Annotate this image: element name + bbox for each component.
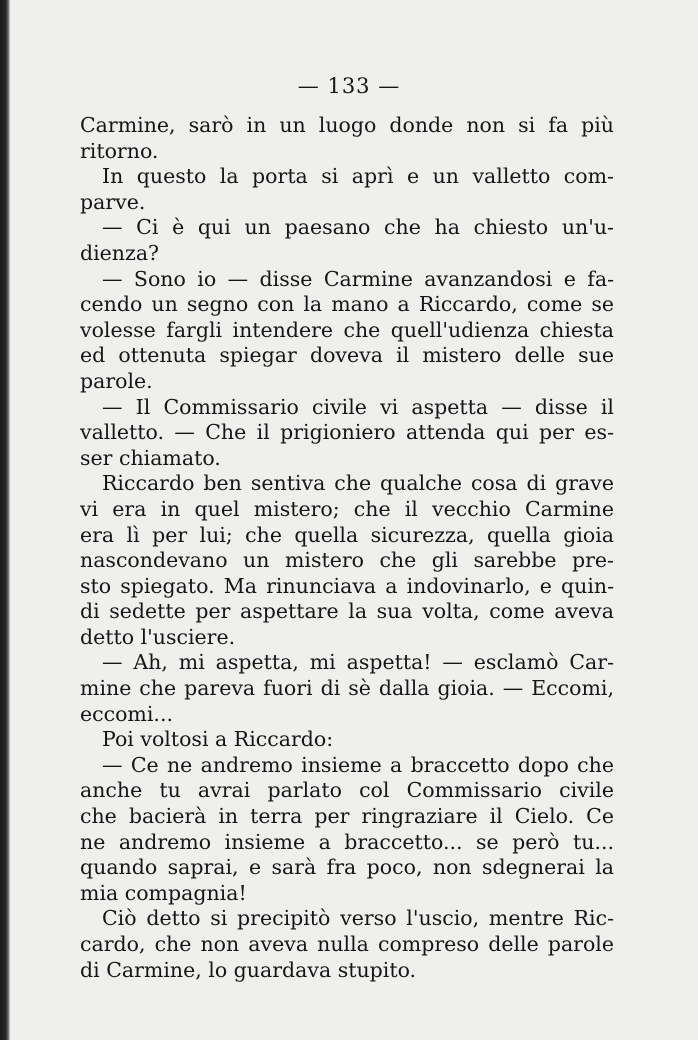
text-line: era lì per lui; che quella sicurezza, quella gioia xyxy=(80,522,614,547)
text-line: nascondevano un mistero che gli sarebbe pre- xyxy=(80,548,614,573)
text-line: Ciò detto si precipitò verso l'uscio, mentre Ric- xyxy=(102,906,614,931)
text-line: — Sono io — disse Carmine avanzandosi e fa- xyxy=(102,266,614,291)
text-line: cardo, che non aveva nulla compreso delle parole xyxy=(80,932,614,956)
page-binding-edge xyxy=(0,0,10,1040)
text-line: eccomi... xyxy=(80,701,173,726)
text-line: — Ah, mi aspetta, mi aspetta! — esclamò Car- xyxy=(102,650,614,675)
text-line: Riccardo ben sentiva che qualche cosa di grave xyxy=(102,471,614,496)
body-text xyxy=(80,113,614,983)
text-line: — Il Commissario civile vi aspetta — disse il xyxy=(102,394,614,419)
text-line: anche tu avrai parlato col Commissario civile xyxy=(80,778,614,803)
text-line: di Carmine, lo guardava stupito. xyxy=(80,957,417,982)
text-line: ed ottenuta spiegar doveva il mistero delle sue xyxy=(80,343,614,368)
text-line: quando saprai, e sarà fra poco, non sdegnerai la xyxy=(80,855,614,880)
text-line: ne andremo insieme a braccetto... se però tu... xyxy=(80,829,614,854)
text-line: cendo un segno con la mano a Riccardo, come se xyxy=(80,292,614,317)
text-line: In questo la porta si aprì e un valletto com- xyxy=(102,164,614,189)
text-line: dienza? xyxy=(80,240,160,265)
text-line: sto spiegato. Ma rinunciava a indovinarlo, e quin- xyxy=(80,573,614,598)
text-line: parve. xyxy=(80,189,146,214)
text-line: parole. xyxy=(80,368,153,393)
page-number: — 133 — xyxy=(297,74,401,98)
text-line: volesse fargli intendere che quell'udienza chiesta xyxy=(80,317,614,342)
text-line: mia compagnia! xyxy=(80,880,247,905)
text-line: che bacierà in terra per ringraziare il Cielo. Ce xyxy=(80,804,614,829)
text-line: valletto. — Che il prigioniero attenda qui per es- xyxy=(80,420,614,445)
text-line: — Ci è qui un paesano che ha chiesto un'u- xyxy=(102,215,614,240)
text-line: detto l'usciere. xyxy=(80,624,236,649)
text-line: ritorno. xyxy=(80,138,159,163)
text-line: — Ce ne andremo insieme a braccetto dopo che xyxy=(102,752,614,777)
text-line: Poi voltosi a Riccardo: xyxy=(102,727,334,752)
text-line: Carmine, sarò in un luogo donde non si fa più xyxy=(80,113,614,137)
text-line: vi era in quel mistero; che il vecchio Carmine xyxy=(80,496,614,521)
text-line: mine che pareva fuori di sè dalla gioia. — Eccomi, xyxy=(80,676,614,701)
text-line: ser chiamato. xyxy=(80,445,221,470)
text-line: di sedette per aspettare la sua volta, come aveva xyxy=(80,599,614,624)
